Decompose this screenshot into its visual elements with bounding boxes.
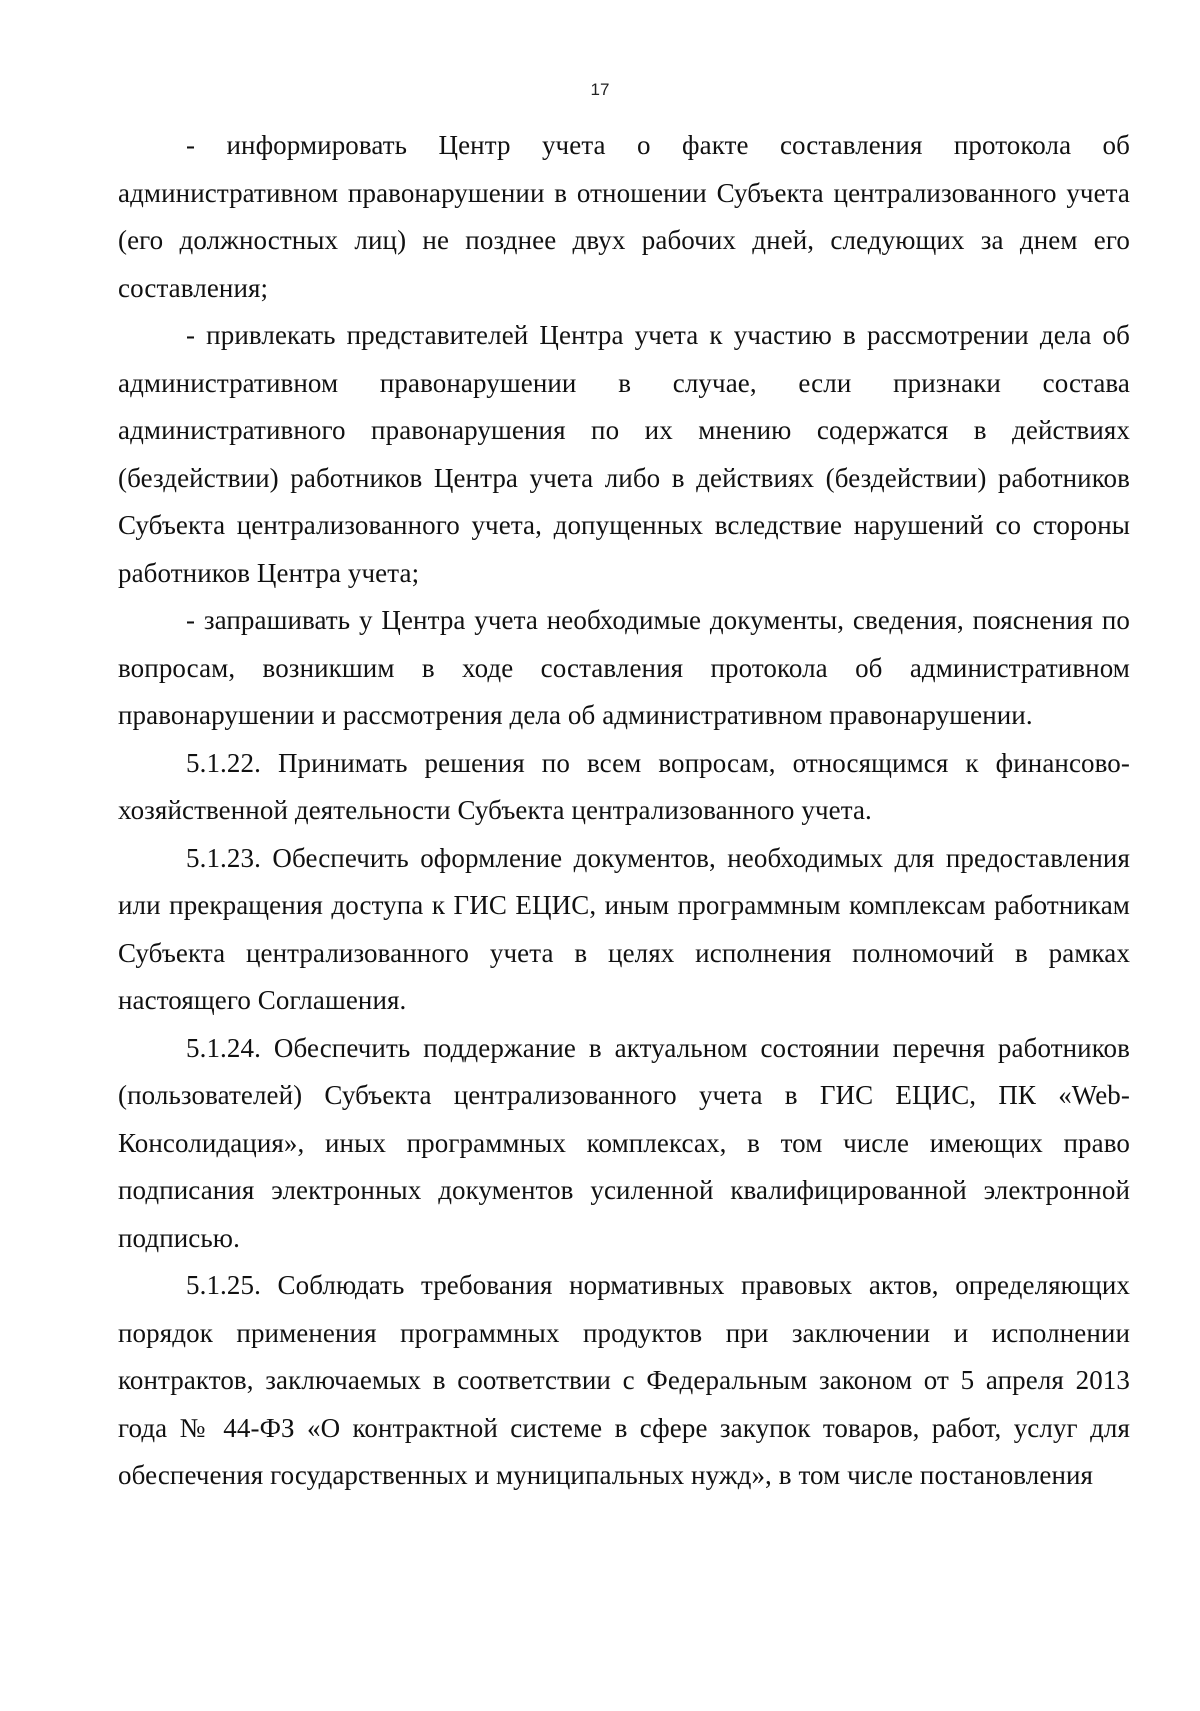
paragraph-5-1-24: 5.1.24. Обеспечить поддержание в актуальном состоянии перечня работников (пользователей) Субъекта централизованного учета в ГИС ЕЦИС, ПК «Web-Консолидация», иных программных комплексах, в том числе имеющих право подписания электронных документов усиленной квалифицированной электронной подписью. [118,1032,1130,1253]
page-number: 17 [590,80,610,99]
paragraph-involve-representatives: - привлекать представителей Центра учета к участию в рассмотрении дела об административном правонарушении в случае, если признаки состава административного правонарушения по их мнению содержатся в действиях (бездействии) работников Центра учета либо в действиях (бездействии) работников Субъекта централизованного учета, допущенных вследствие нарушений со стороны работников Центра учета; [118,320,1130,588]
document-body [118,122,1130,1500]
paragraph-5-1-23: 5.1.23. Обеспечить оформление документов, необходимых для предоставления или прекращения доступа к ГИС ЕЦИС, иным программным комплексам работникам Субъекта централизованного учета в целях исполнения полномочий в рамках настоящего Соглашения. [118,842,1130,1015]
paragraph-request-documents: - запрашивать у Центра учета необходимые документы, сведения, пояснения по вопросам, возникшим в ходе составления протокола об административном правонарушении и рассмотрения дела об административном правонарушении. [118,605,1130,730]
paragraph-5-1-25: 5.1.25. Соблюдать требования нормативных правовых актов, определяющих порядок применения программных продуктов при заключении и исполнении контрактов, заключаемых в соответствии с Федеральным законом от 5 апреля 2013 года № 44-ФЗ «О контрактной системе в сфере закупок товаров, работ, услуг для обеспечения государственных и муниципальных нужд», в том числе постановления [118,1270,1130,1490]
paragraph-5-1-22: 5.1.22. Принимать решения по всем вопросам, относящимся к финансово-хозяйственной деятельности Субъекта централизованного учета. [118,747,1130,825]
paragraph-inform-center: - информировать Центр учета о факте составления протокола об административном правонарушении в отношении Субъекта централизованного учета (его должностных лиц) не позднее двух рабочих дней, следующих за днем его составления; [118,130,1130,303]
